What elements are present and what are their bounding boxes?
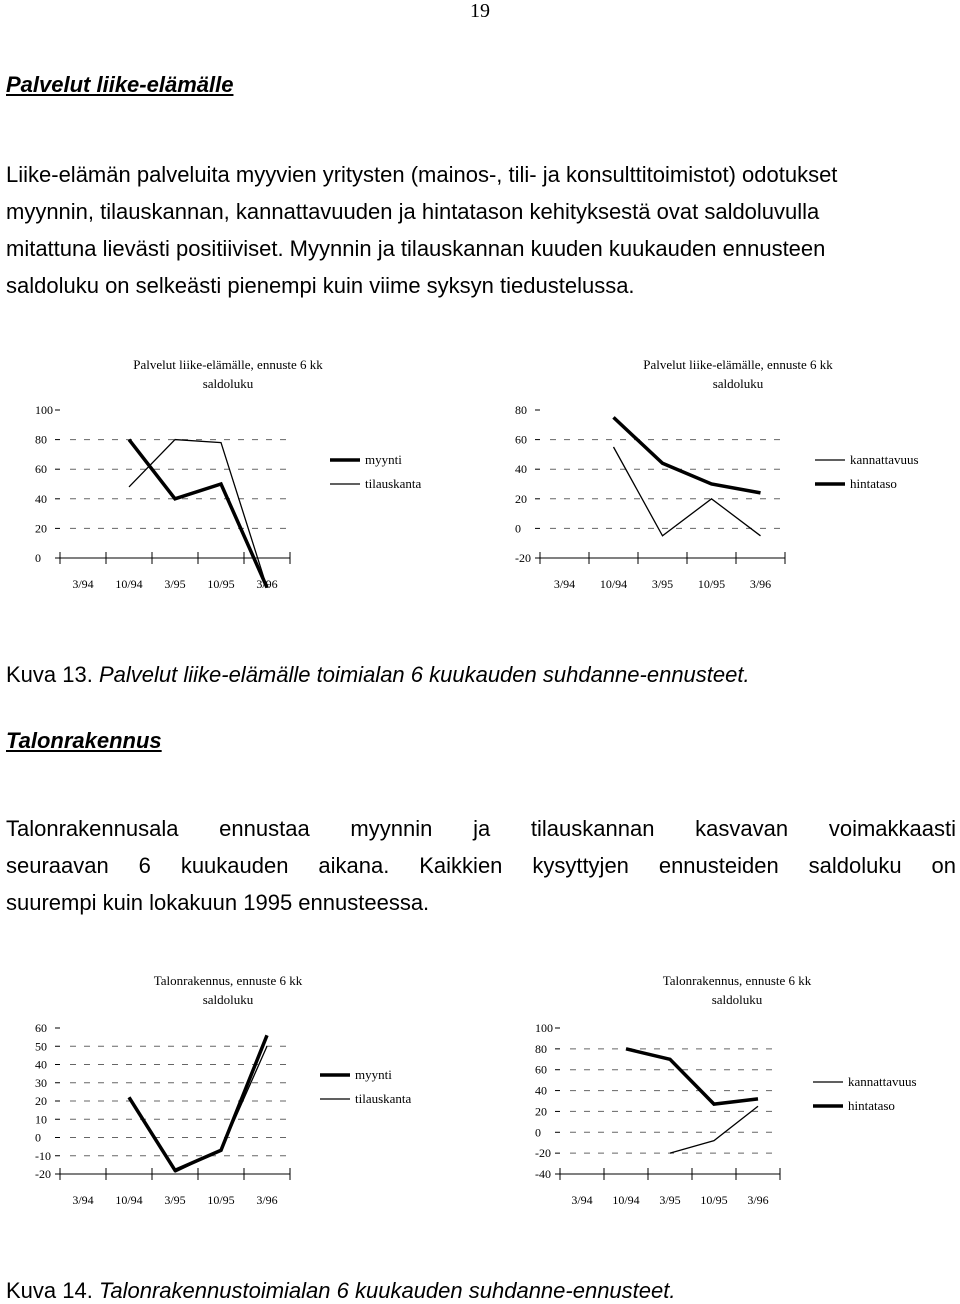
y-tick-label: 60 <box>35 462 47 476</box>
x-tick-label: 3/96 <box>750 577 771 591</box>
chart-palvelut-myynti <box>0 340 480 600</box>
x-tick-label: 10/94 <box>115 1193 142 1207</box>
paragraph-line: suurempi kuin lokakuun 1995 ennusteessa. <box>6 884 956 921</box>
y-tick-label: 0 <box>35 1131 41 1145</box>
figure-caption-13 <box>6 662 750 688</box>
legend-label: kannattavuus <box>848 1074 917 1089</box>
section-heading-palvelut: Palvelut liike-elämälle <box>6 72 233 98</box>
section-heading-talonrakennus: Talonrakennus <box>6 728 162 754</box>
caption-text: Palvelut liike-elämälle toimialan 6 kuukauden suhdanne-ennusteet. <box>99 662 750 687</box>
y-tick-label: 0 <box>535 1125 541 1139</box>
x-tick-label: 3/95 <box>164 1193 185 1207</box>
y-tick-label: 40 <box>35 1058 47 1072</box>
paragraph-line: mitattuna lievästi positiiviset. Myynnin ja tilauskannan kuuden kuukauden ennusteen <box>6 230 956 267</box>
y-tick-label: 20 <box>35 1094 47 1108</box>
chart-title: Talonrakennus, ennuste 6 kk <box>663 973 812 988</box>
legend-label: kannattavuus <box>850 452 919 467</box>
chart-subtitle: saldoluku <box>712 992 763 1007</box>
y-tick-label: -40 <box>535 1167 551 1181</box>
chart-title: Palvelut liike-elämälle, ennuste 6 kk <box>643 357 833 372</box>
y-tick-label: 20 <box>535 1104 547 1118</box>
y-tick-label: 80 <box>535 1042 547 1056</box>
paragraph-line: myynnin, tilauskannan, kannattavuuden ja hintatason kehityksestä ovat saldoluvulla <box>6 193 956 230</box>
y-tick-label: -20 <box>535 1146 551 1160</box>
y-tick-label: 40 <box>535 1084 547 1098</box>
x-tick-label: 3/94 <box>72 1193 93 1207</box>
x-tick-label: 10/94 <box>612 1193 639 1207</box>
y-tick-label: 80 <box>515 403 527 417</box>
series-line-tilauskanta <box>129 440 267 588</box>
series-line-hintataso <box>614 417 761 492</box>
legend-label: myynti <box>365 452 402 467</box>
y-tick-label: 100 <box>535 1021 553 1035</box>
x-tick-label: 10/95 <box>700 1193 727 1207</box>
x-tick-label: 3/96 <box>747 1193 768 1207</box>
chart-subtitle: saldoluku <box>203 376 254 391</box>
chart-title: Palvelut liike-elämälle, ennuste 6 kk <box>133 357 323 372</box>
caption-label: Kuva 14. <box>6 1278 93 1303</box>
chart-palvelut-kannattavuus <box>480 340 960 600</box>
series-line-hintataso <box>626 1049 758 1104</box>
series-line-kannattavuus <box>614 447 761 536</box>
x-tick-label: 3/95 <box>652 577 673 591</box>
x-tick-label: 10/95 <box>207 577 234 591</box>
paragraph-talonrakennus <box>6 810 956 921</box>
paragraph-line: saldoluku on selkeästi pienempi kuin viime syksyn tiedustelussa. <box>6 267 956 304</box>
y-tick-label: 50 <box>35 1039 47 1053</box>
x-tick-label: 10/95 <box>698 577 725 591</box>
x-tick-label: 3/94 <box>72 577 93 591</box>
y-tick-label: -10 <box>35 1149 51 1163</box>
y-tick-label: 40 <box>515 462 527 476</box>
legend-label: hintataso <box>848 1098 895 1113</box>
y-tick-label: 60 <box>535 1063 547 1077</box>
x-tick-label: 3/95 <box>659 1193 680 1207</box>
caption-text: Talonrakennustoimialan 6 kuukauden suhdanne-ennusteet. <box>99 1278 676 1303</box>
y-tick-label: 0 <box>515 521 521 535</box>
x-tick-label: 3/94 <box>554 577 575 591</box>
y-tick-label: 60 <box>35 1021 47 1035</box>
y-tick-label: 10 <box>35 1112 47 1126</box>
chart-title: Talonrakennus, ennuste 6 kk <box>154 973 303 988</box>
legend-label: myynti <box>355 1067 392 1082</box>
y-tick-label: 60 <box>515 433 527 447</box>
y-tick-label: -20 <box>515 551 531 565</box>
x-tick-label: 3/95 <box>164 577 185 591</box>
series-line-myynti <box>129 440 267 588</box>
y-tick-label: 100 <box>35 403 53 417</box>
legend-label: tilauskanta <box>355 1091 412 1106</box>
legend-label: hintataso <box>850 476 897 491</box>
paragraph-line: Liike-elämän palveluita myyvien yritysten (mainos-, tili- ja konsulttitoimistot) odotukset <box>6 156 956 193</box>
x-tick-label: 10/94 <box>600 577 627 591</box>
x-tick-label: 3/96 <box>256 1193 277 1207</box>
x-tick-label: 10/94 <box>115 577 142 591</box>
paragraph-line: Talonrakennusala ennustaa myynnin ja tilauskannan kasvavan voimakkaasti <box>6 810 956 847</box>
y-tick-label: 30 <box>35 1076 47 1090</box>
series-line-myynti <box>129 1035 267 1170</box>
y-tick-label: 20 <box>515 492 527 506</box>
page-number: 19 <box>470 0 490 23</box>
x-tick-label: 3/96 <box>256 577 277 591</box>
y-tick-label: 80 <box>35 433 47 447</box>
paragraph-palvelut <box>6 156 956 304</box>
chart-talonrakennus-kannattavuus <box>480 960 960 1210</box>
paragraph-line: seuraavan 6 kuukauden aikana. Kaikkien kysyttyjen ennusteiden saldoluku on <box>6 847 956 884</box>
chart-subtitle: saldoluku <box>713 376 764 391</box>
y-tick-label: 20 <box>35 521 47 535</box>
chart-talonrakennus-myynti <box>0 960 480 1210</box>
figure-caption-14 <box>6 1278 675 1304</box>
legend-label: tilauskanta <box>365 476 422 491</box>
x-tick-label: 10/95 <box>207 1193 234 1207</box>
y-tick-label: -20 <box>35 1167 51 1181</box>
series-line-kannattavuus <box>670 1106 758 1153</box>
caption-label: Kuva 13. <box>6 662 93 687</box>
y-tick-label: 0 <box>35 551 41 565</box>
chart-subtitle: saldoluku <box>203 992 254 1007</box>
y-tick-label: 40 <box>35 492 47 506</box>
x-tick-label: 3/94 <box>571 1193 592 1207</box>
